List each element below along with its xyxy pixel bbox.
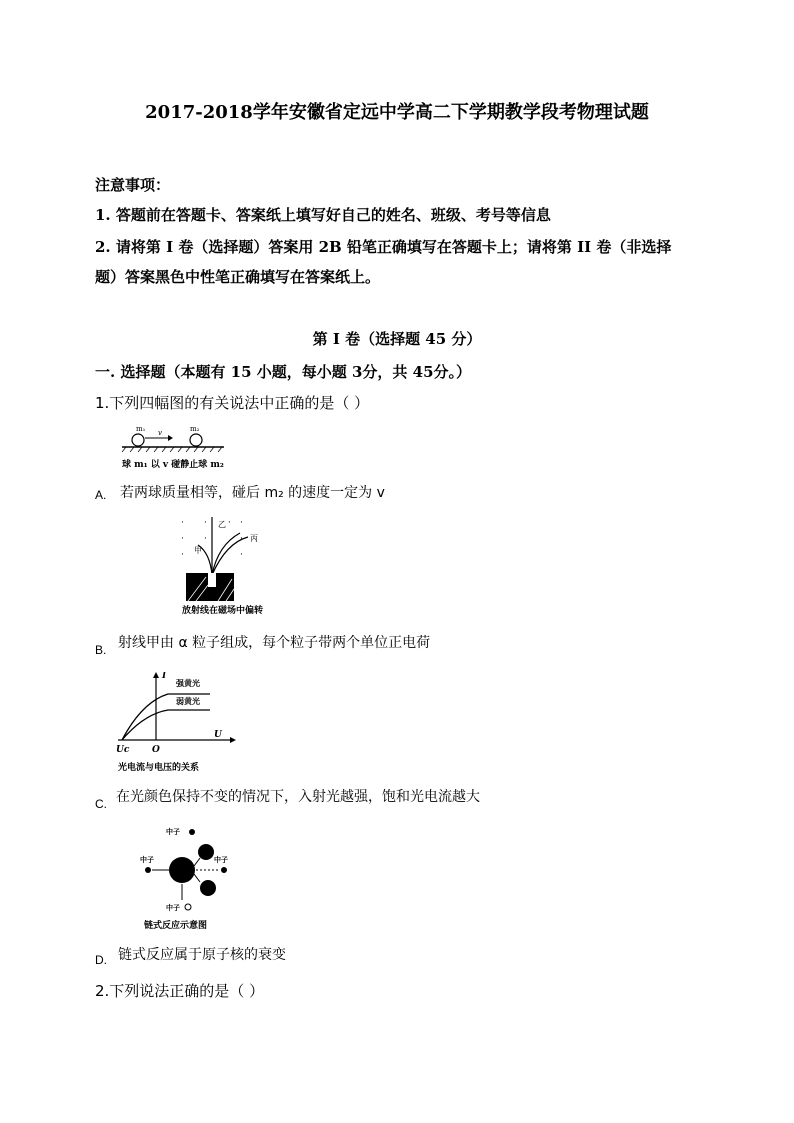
figure-a-v-label: v — [158, 429, 162, 437]
figure-d-neutron-label-bottom: 中子 — [166, 903, 180, 912]
option-b-text: 射线甲由 α 粒子组成，每个粒子带两个单位正电荷 — [118, 635, 431, 651]
figure-c-weak-curve — [122, 710, 210, 740]
notice-item-1: 1. 答题前在答题卡、答案纸上填写好自己的姓名、班级、考号等信息 — [95, 206, 551, 224]
figure-c-i-label: I — [162, 672, 167, 681]
question-1-stem: 1.下列四幅图的有关说法中正确的是（ ） — [95, 394, 370, 412]
svg-text:·: · — [181, 534, 184, 544]
option-d-text: 链式反应属于原子核的衰变 — [118, 947, 286, 963]
figure-b-caption: 放射线在磁场中偏转 — [182, 606, 264, 616]
figure-b-radiation — [176, 513, 272, 617]
notice-item-2-line-2: 题）答案黑色中性笔正确填写在答案纸上。 — [95, 268, 381, 286]
figure-d-neutron-label-top: 中子 — [166, 827, 180, 836]
svg-text:·: · — [181, 550, 184, 560]
figure-b-label-3: 甲 — [194, 546, 202, 555]
question-2-stem: 2.下列说法正确的是（ ） — [95, 982, 265, 1000]
svg-text:·: · — [240, 534, 243, 544]
svg-text:·: · — [204, 534, 207, 544]
option-b-letter: B. — [95, 643, 107, 657]
figure-b-right-ray — [212, 533, 240, 575]
figure-c-origin-label: O — [152, 745, 160, 755]
figure-a-m2-label: m₂ — [190, 425, 200, 433]
figure-c-weak-label: 弱黄光 — [176, 696, 200, 706]
svg-text:·: · — [181, 518, 184, 528]
figure-d-nucleus — [169, 857, 195, 883]
figure-b-label-2: 丙 — [250, 534, 258, 543]
figure-c-u-label: U — [214, 730, 222, 740]
figure-d-neutron-label-right: 中子 — [214, 855, 228, 864]
option-c-text: 在光颜色保持不变的情况下，入射光越强，饱和光电流越大 — [116, 789, 480, 805]
figure-d-fragment-1 — [198, 844, 214, 860]
option-c-letter: C. — [95, 797, 107, 811]
option-a-text: 若两球质量相等，碰后 m₂ 的速度一定为 v — [120, 485, 385, 501]
figure-a-caption: 球 m₁ 以 v 碰静止球 m₂ — [122, 460, 224, 470]
figure-b-label-1: 乙 — [218, 520, 226, 529]
figure-c-caption: 光电流与电压的关系 — [118, 763, 200, 773]
section-title: 第 I 卷（选择题 45 分） — [312, 330, 482, 348]
svg-text:·: · — [240, 550, 243, 560]
figure-a-ball-m2 — [190, 434, 202, 446]
figure-c-uc-label: Uc — [116, 745, 130, 755]
figure-d-fragment-2 — [200, 880, 216, 896]
figure-c-strong-label: 强黄光 — [176, 678, 200, 688]
figure-a-ball-m1 — [132, 434, 144, 446]
figure-a-m1-label: m₁ — [136, 425, 146, 433]
svg-text:·: · — [204, 518, 207, 528]
notice-heading: 注意事项： — [95, 176, 171, 194]
option-d-letter: D. — [95, 953, 107, 967]
figure-c-photocurrent-graph — [112, 672, 238, 776]
figure-d-neutron-label-left: 中子 — [140, 855, 154, 864]
part-heading: 一. 选择题（本题有 15 小题，每小题 3分，共 45分。） — [95, 363, 472, 381]
option-a-letter: A. — [95, 488, 107, 502]
notice-item-2-line-1: 2. 请将第 I 卷（选择题）答案用 2B 铅笔正确填写在答题卡上；请将第 II 卷（非选择 — [95, 238, 672, 256]
svg-text:·: · — [240, 518, 243, 528]
page-title: 2017-2018学年安徽省定远中学高二下学期教学段考物理试题 — [145, 102, 649, 123]
figure-d-chain-reaction — [138, 822, 234, 934]
figure-a-collision — [118, 422, 230, 472]
svg-text:·: · — [228, 518, 231, 528]
figure-d-caption: 链式反应示意图 — [144, 921, 208, 931]
